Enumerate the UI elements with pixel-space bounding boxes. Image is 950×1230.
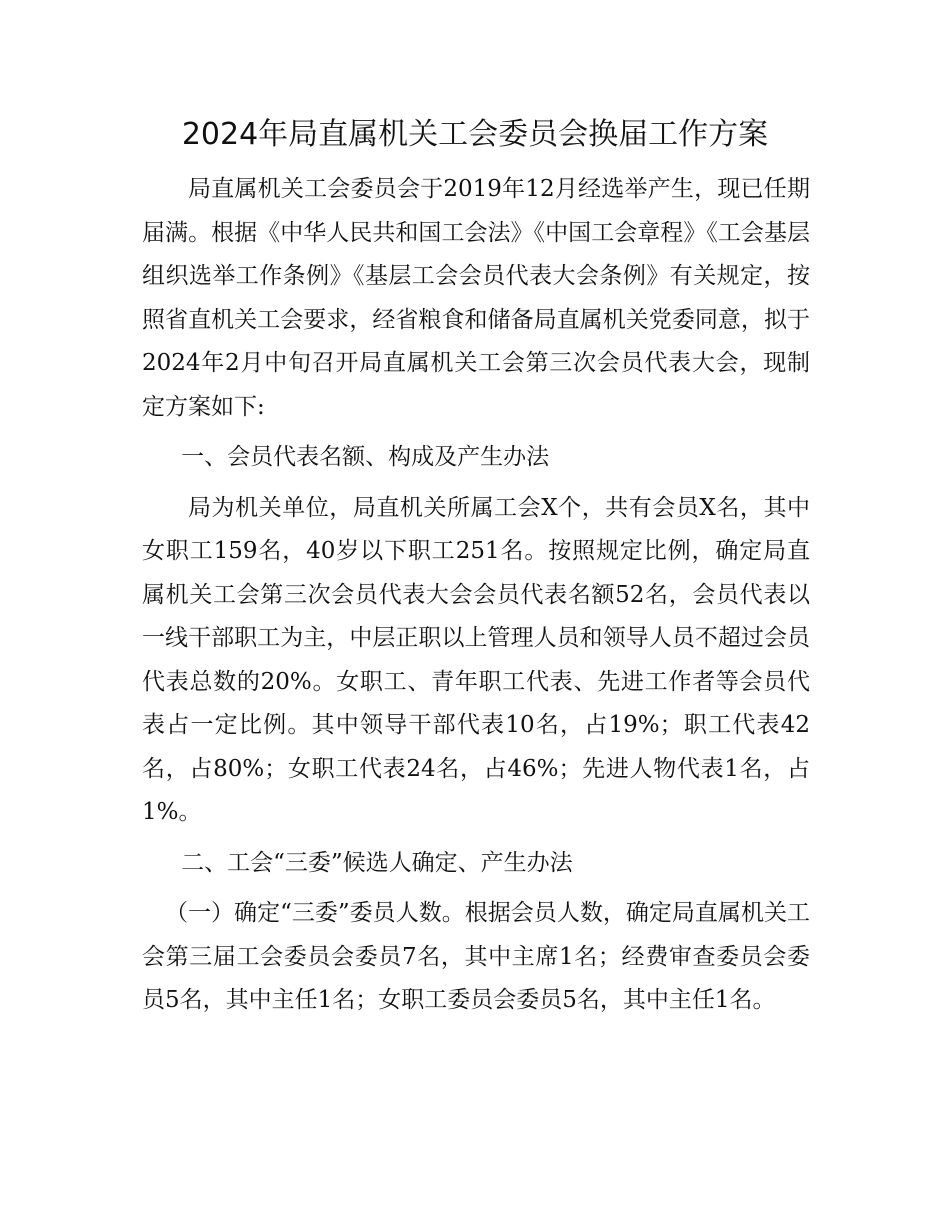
section-1-paragraph: 局为机关单位，局直机关所属工会X个，共有会员X名，其中女职工159名，40岁以下职工251名。按照规定比例，确定局直属机关工会第三次会员代表大会会员代表名额52名，会员代表以一线干部职工为主，中层正职以上管理人员和领导人员不超过会员代表总数的20%。女职工、青年职工代表、先进工作者等会员代表占一定比例。其中领导干部代表10名，占19%；职工代表42名，占80%；女职工代表24名，占46%；先进人物代表1名，占1%。 [142, 494, 810, 825]
section-2-paragraph: （一）确定“三委”委员人数。根据会员人数，确定局直属机关工会第三届工会委员会委员7名，其中主席1名；经费审查委员会委员5名，其中主任1名；女职工委员会委员5名，其中主任1名。 [142, 900, 810, 1013]
document-title: 2024年局直属机关工会委员会换届工作方案 [181, 117, 769, 152]
section-heading-1: 一、会员代表名额、构成及产生办法 [181, 444, 550, 470]
intro-paragraph: 局直属机关工会委员会于2019年12月经选举产生，现已任期届满。根据《中华人民共和国工会法》《中国工会章程》《工会基层组织选举工作条例》《基层工会会员代表大会条例》有关规定，按照省直机关工会要求，经省粮食和储备局直属机关党委同意，拟于2024年2月中旬召开局直属机关工会第三次会员代表大会，现制定方案如下: [142, 176, 810, 420]
document-body [142, 168, 810, 1023]
section-heading-2: 二、工会“三委”候选人确定、产生办法 [181, 849, 573, 876]
